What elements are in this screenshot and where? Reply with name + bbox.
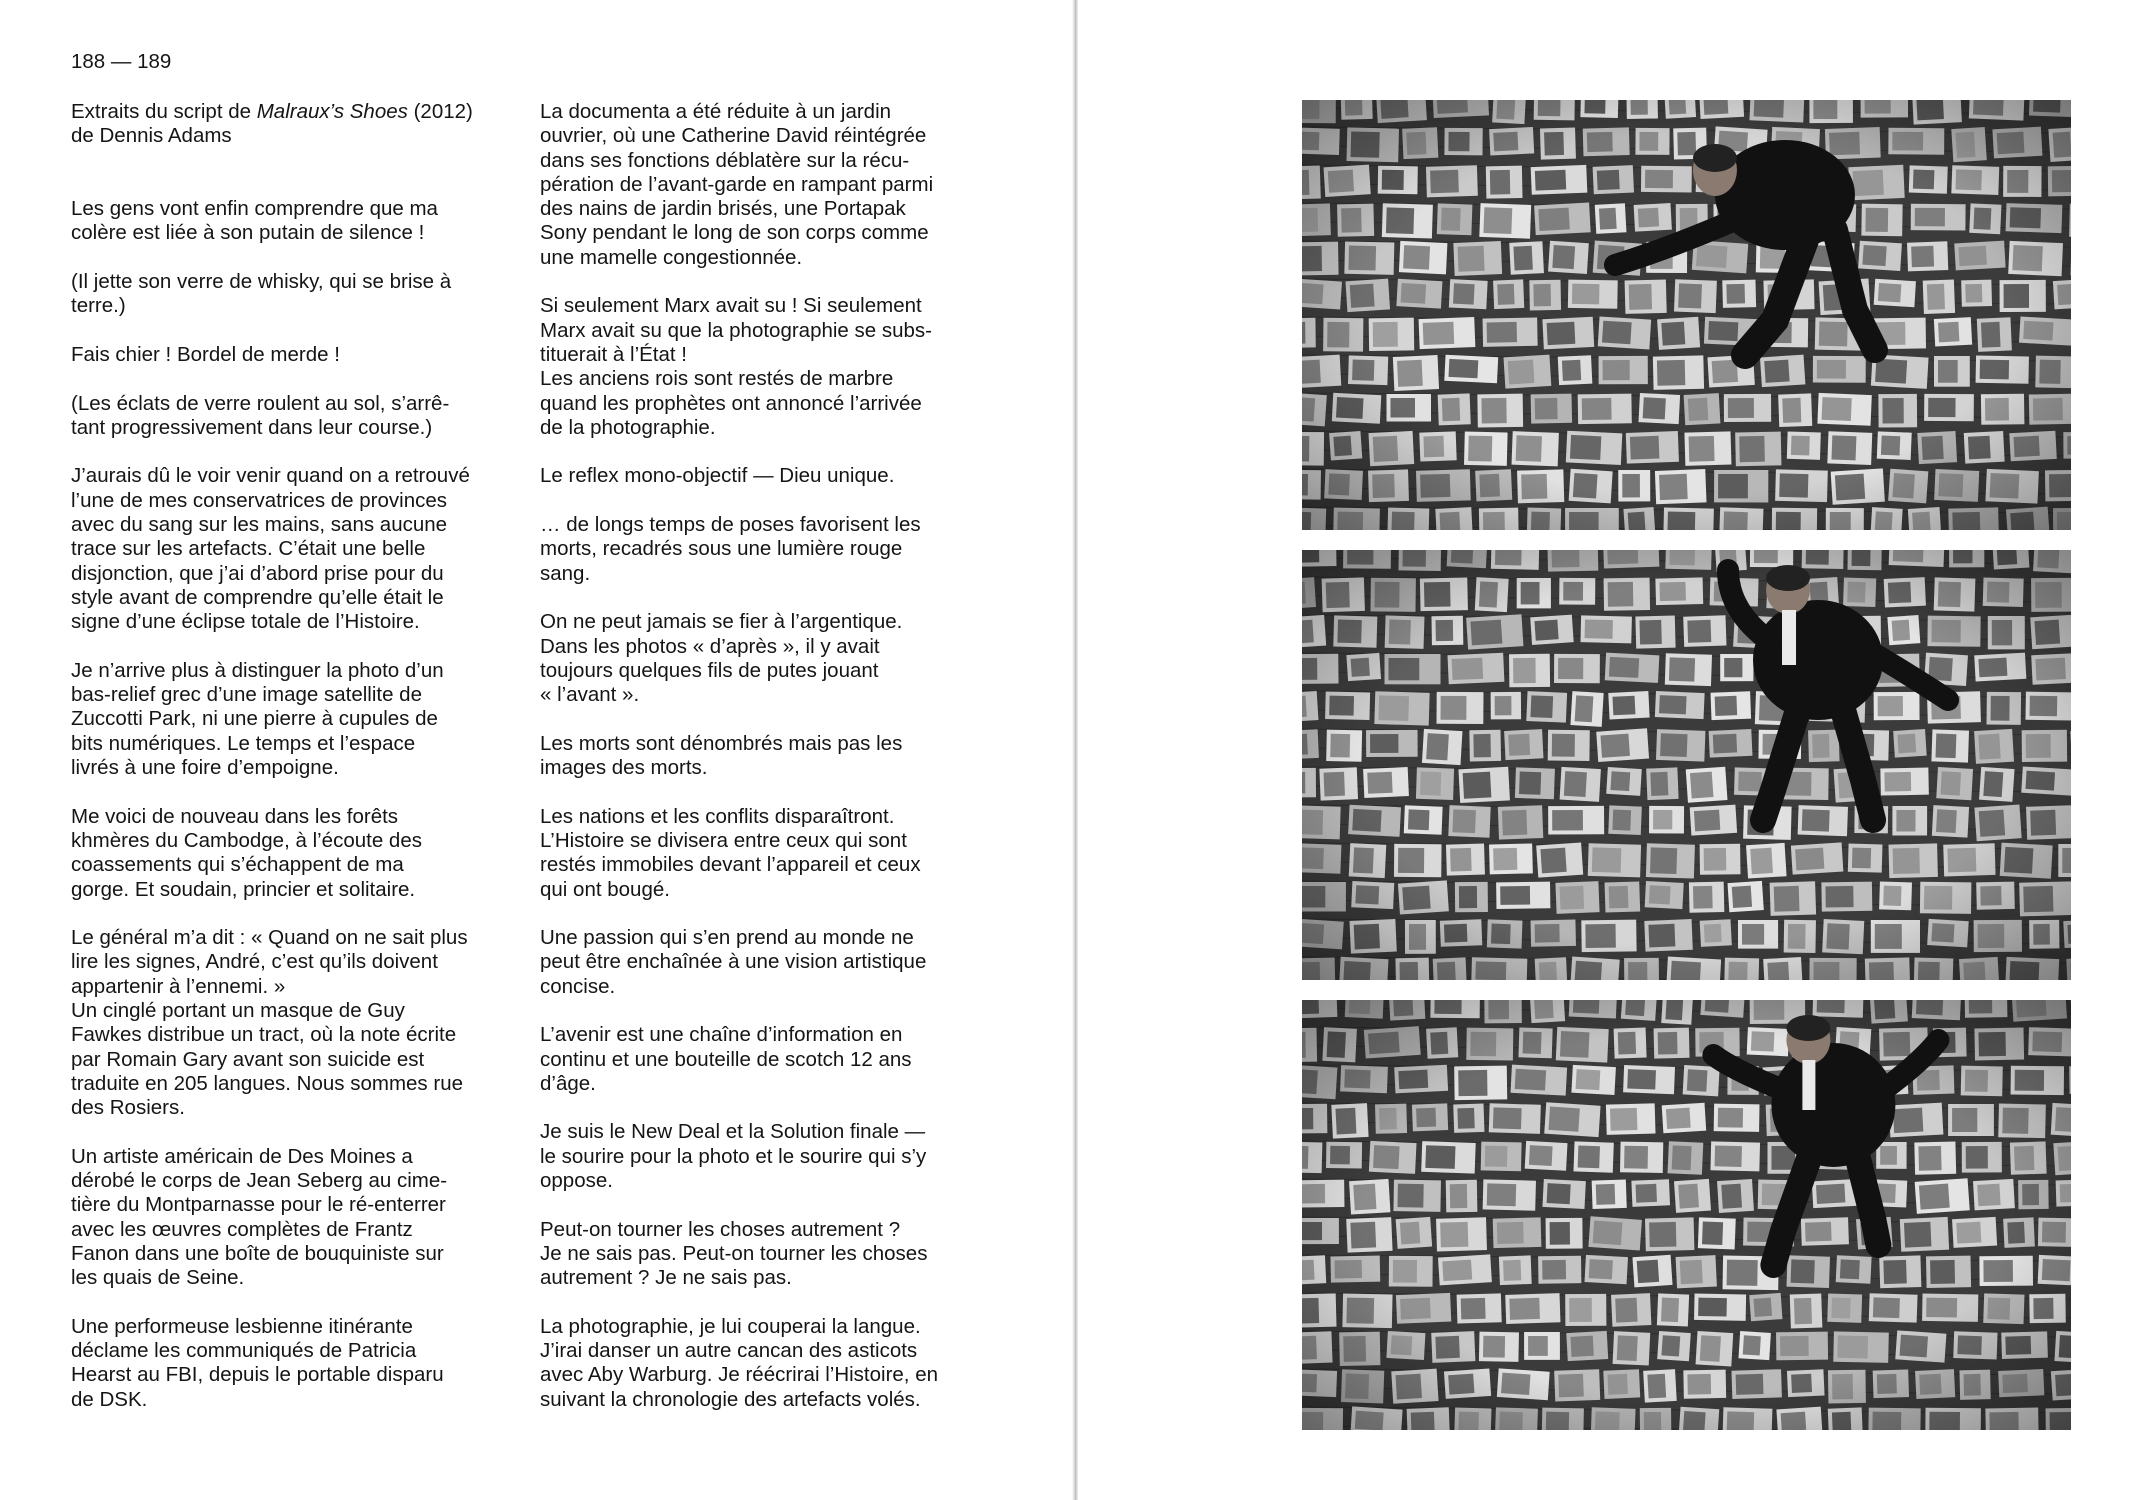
text-line: ouvrier, où une Catherine David réintégrée <box>540 124 927 148</box>
page-number: 188 — 189 <box>71 50 172 73</box>
heading-line-2: de Dennis Adams <box>71 124 232 148</box>
text-line: appartenir à l’ennemi. » <box>71 974 286 998</box>
text-line: quand les prophètes ont annoncé l’arrivée <box>540 391 922 415</box>
paragraph <box>71 659 511 780</box>
text-line: concise. <box>540 974 616 998</box>
text-line: Dans les photos « d’après », il y avait <box>540 634 880 658</box>
text-column-2 <box>540 100 980 1436</box>
paragraph <box>540 294 980 440</box>
text-line: avec Aby Warburg. Je réécrirai l’Histoire, en <box>540 1363 938 1387</box>
film-title: Malraux’s Shoes <box>256 100 408 123</box>
text-line: dans ses fonctions déblatère sur la récu- <box>540 148 910 172</box>
paragraph <box>540 1315 980 1412</box>
text-line: une mamelle congestionnée. <box>540 245 803 269</box>
text-line: (Les éclats de verre roulent au sol, s’arrê- <box>71 391 450 415</box>
text-line: Le général m’a dit : « Quand on ne sait plus <box>71 926 468 950</box>
text-line: coassements qui s’échappent de ma <box>71 853 404 877</box>
text-line: Marx avait su que la photographie se subs- <box>540 318 933 342</box>
text-line: Les gens vont enfin comprendre que ma <box>71 197 438 221</box>
column-1-paragraphs <box>71 197 511 1412</box>
text-line: restés immobiles devant l’appareil et ceux <box>540 853 921 877</box>
text-line: Je n’arrive plus à distinguer la photo d’un <box>71 658 444 682</box>
text-line: L’Histoire se divisera entre ceux qui sont <box>540 828 907 852</box>
text-line: les quais de Seine. <box>71 1266 245 1290</box>
text-line: livrés à une foire d’empoigne. <box>71 756 339 780</box>
paragraph <box>71 1315 511 1412</box>
text-line: terre.) <box>71 294 126 318</box>
text-line: J’irai danser un autre cancan des asticots <box>540 1339 918 1363</box>
paragraph <box>71 1145 511 1291</box>
film-still-1 <box>1302 100 2071 530</box>
text-line: Fanon dans une boîte de bouquiniste sur <box>71 1241 444 1265</box>
text-line: bas-relief grec d’une image satellite de <box>71 683 422 707</box>
text-line: de DSK. <box>71 1387 148 1411</box>
text-line: Une performeuse lesbienne itinérante <box>71 1314 413 1338</box>
text-line: par Romain Gary avant son suicide est <box>71 1047 425 1071</box>
paragraph <box>540 926 980 999</box>
text-line: tière du Montparnasse pour le ré-enterrer <box>71 1193 446 1217</box>
film-still-1-image <box>1302 100 2071 530</box>
text-line: dérobé le corps de Jean Seberg au cime- <box>71 1169 448 1193</box>
paragraph <box>540 610 980 707</box>
text-line: style avant de comprendre qu’elle était le <box>71 585 444 609</box>
text-line: Fais chier ! Bordel de merde ! <box>71 342 340 366</box>
text-line: oppose. <box>540 1169 613 1193</box>
text-line: Zuccotti Park, ni une pierre à cupules de <box>71 707 438 731</box>
paragraph <box>71 270 511 319</box>
paragraph <box>71 464 511 634</box>
text-line: Je ne sais pas. Peut-on tourner les choses <box>540 1241 928 1265</box>
text-line: Si seulement Marx avait su ! Si seulement <box>540 294 922 318</box>
text-line: l’une de mes conservatrices de provinces <box>71 488 448 512</box>
text-line: Les morts sont dénombrés mais pas les <box>540 731 903 755</box>
film-still-3 <box>1302 1000 2071 1430</box>
text-line: J’aurais dû le voir venir quand on a retrouvé <box>71 464 470 488</box>
paragraph <box>71 805 511 902</box>
text-line: sang. <box>540 561 591 585</box>
text-line: Un cinglé portant un masque de Guy <box>71 998 405 1022</box>
text-line: continu et une bouteille de scotch 12 ans <box>540 1047 912 1071</box>
text-line: suivant la chronologie des artefacts volés. <box>540 1387 921 1411</box>
film-still-2-image <box>1302 550 2071 980</box>
text-line: Je suis le New Deal et la Solution finale — <box>540 1120 926 1144</box>
text-line: Un artiste américain de Des Moines a <box>71 1144 413 1168</box>
text-line: morts, recadrés sous une lumière rouge <box>540 537 903 561</box>
text-line: qui ont bougé. <box>540 877 670 901</box>
paragraph <box>71 197 511 246</box>
text-line: déclame les communiqués de Patricia <box>71 1339 417 1363</box>
text-line: lire les signes, André, c’est qu’ils doivent <box>71 950 438 974</box>
text-line: Une passion qui s’en prend au monde ne <box>540 926 914 950</box>
text-line: Les anciens rois sont restés de marbre <box>540 367 894 391</box>
text-line: pération de l’avant-garde en rampant parmi <box>540 172 934 196</box>
text-line: signe d’une éclipse totale de l’Histoire. <box>71 610 420 634</box>
script-heading <box>71 100 511 149</box>
text-line: L’avenir est une chaîne d’information en <box>540 1023 903 1047</box>
text-line: trace sur les artefacts. C’était une belle <box>71 537 426 561</box>
text-line: de la photographie. <box>540 415 716 439</box>
text-line: colère est liée à son putain de silence ! <box>71 221 425 245</box>
paragraph <box>540 1120 980 1193</box>
paragraph <box>71 926 511 1120</box>
text-line: On ne peut jamais se fier à l’argentique. <box>540 610 903 634</box>
paragraph <box>540 1023 980 1096</box>
column-2-paragraphs <box>540 100 980 1412</box>
paragraph <box>540 1218 980 1291</box>
text-line: images des morts. <box>540 756 708 780</box>
text-line: La photographie, je lui couperai la langue. <box>540 1314 921 1338</box>
text-line: Me voici de nouveau dans les forêts <box>71 804 399 828</box>
text-line: traduite en 205 langues. Nous sommes rue <box>71 1071 464 1095</box>
text-line: Le reflex mono-objectif — Dieu unique. <box>540 464 895 488</box>
text-column-1 <box>71 100 511 1436</box>
text-line: Les nations et les conflits disparaîtront. <box>540 804 895 828</box>
paragraph <box>71 392 511 441</box>
text-line: des Rosiers. <box>71 1096 185 1120</box>
text-line: tant progressivement dans leur course.) <box>71 415 433 439</box>
text-line: … de longs temps de poses favorisent les <box>540 513 921 537</box>
text-line: Sony pendant le long de son corps comme <box>540 221 929 245</box>
heading-line-1: Extraits du script de Malraux’s Shoes (2012) <box>71 100 473 123</box>
text-line: khmères du Cambodge, à l’écoute des <box>71 828 422 852</box>
text-line: avec du sang sur les mains, sans aucune <box>71 513 448 537</box>
text-line: Fawkes distribue un tract, où la note écrite <box>71 1023 457 1047</box>
text-line: disjonction, que j’ai d’abord prise pour du <box>71 561 444 585</box>
text-line: (Il jette son verre de whisky, qui se brise à <box>71 270 452 294</box>
text-line: « l’avant ». <box>540 683 640 707</box>
text-line: gorge. Et soudain, princier et solitaire. <box>71 877 416 901</box>
paragraph <box>71 343 511 367</box>
text-line: le sourire pour la photo et le sourire qui s’y <box>540 1144 927 1168</box>
text-line: toujours quelques fils de putes jouant <box>540 658 879 682</box>
paragraph <box>540 732 980 781</box>
paragraph <box>540 464 980 488</box>
paragraph <box>540 100 980 270</box>
text-line: La documenta a été réduite à un jardin <box>540 100 892 123</box>
text-line: peut être enchaînée à une vision artistique <box>540 950 927 974</box>
film-still-2 <box>1302 550 2071 980</box>
text-line: bits numériques. Le temps et l’espace <box>71 731 416 755</box>
text-line: avec les œuvres complètes de Frantz <box>71 1217 413 1241</box>
text-line: Peut-on tourner les choses autrement ? <box>540 1217 901 1241</box>
text-line: des nains de jardin brisés, une Portapak <box>540 197 906 221</box>
text-line: Hearst au FBI, depuis le portable disparu <box>71 1363 444 1387</box>
paragraph <box>540 805 980 902</box>
text-line: autrement ? Je ne sais pas. <box>540 1266 792 1290</box>
film-still-3-image <box>1302 1000 2071 1430</box>
paragraph <box>540 513 980 586</box>
text-line: d’âge. <box>540 1071 596 1095</box>
text-line: tituerait à l’État ! <box>540 342 687 366</box>
